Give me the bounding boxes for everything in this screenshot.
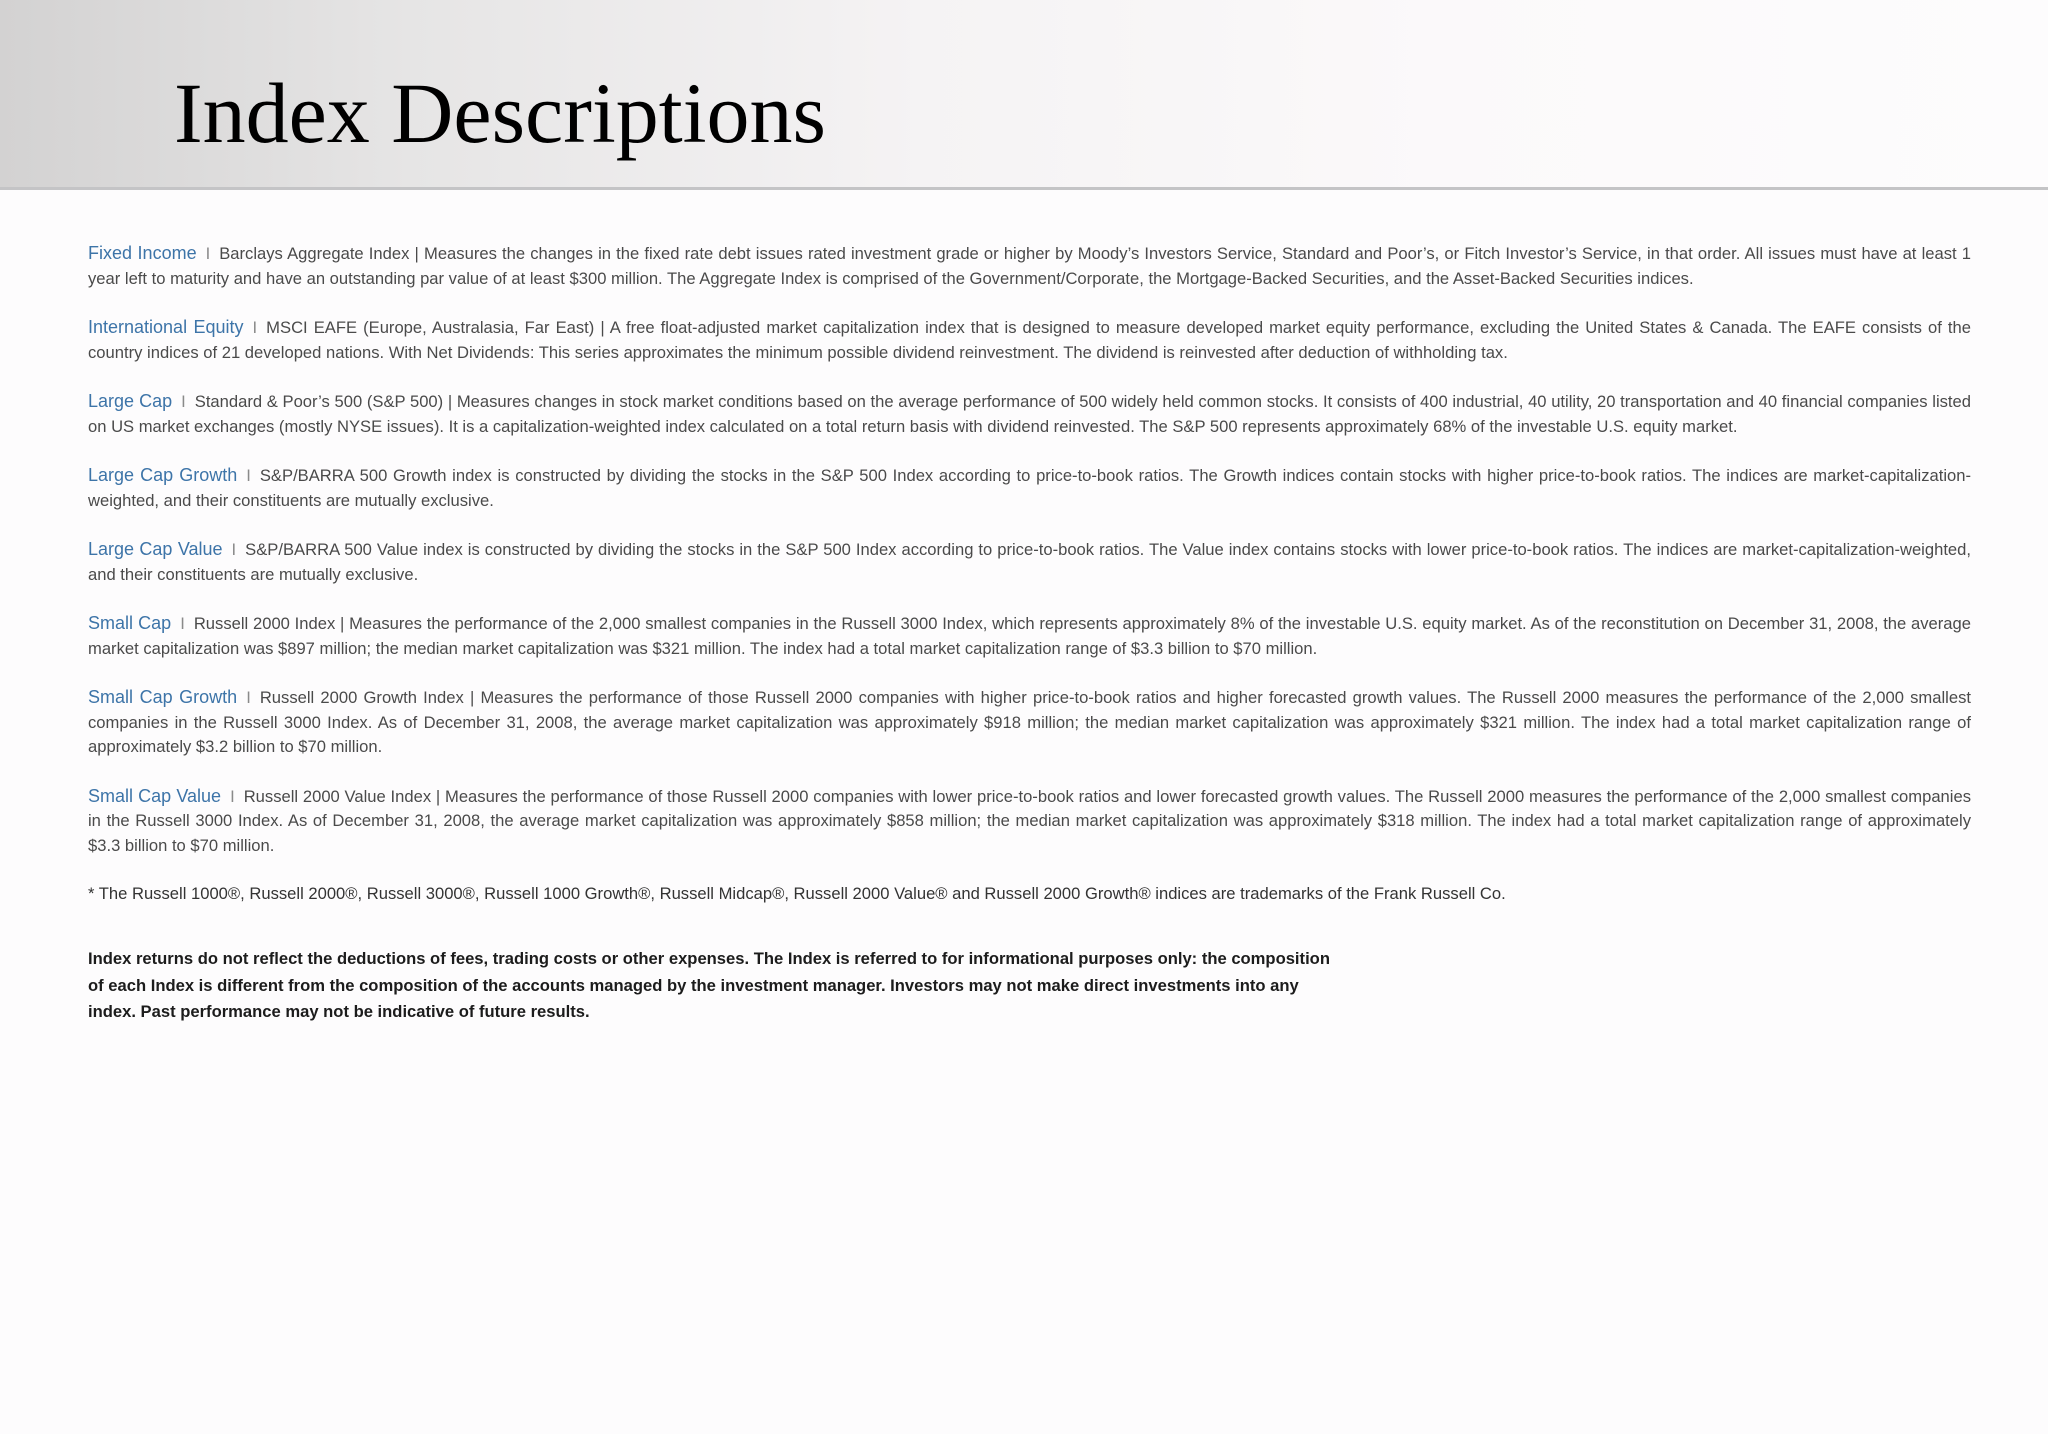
entry-separator: I [246, 688, 251, 707]
entry-description: Russell 2000 Growth Index | Measures the performance of those Russell 2000 companies with higher price-to-book ratios and higher forecasted growth values. The Russell 2000 measures the performance of the 2,000 smallest companies in the Russell 3000 Index. As of December 31, 2008, the average market capitalization was approximately $918 million; the median market capitalization was approximately $321 million. The index had a total market capitalization range of approximately $3.2 billion to $70 million. [88, 688, 1971, 756]
index-entry-small-cap-growth [88, 685, 1971, 760]
entry-separator: I [246, 466, 251, 485]
entry-label: International Equity [88, 317, 244, 337]
entry-separator: I [230, 786, 235, 806]
entry-label: Large Cap [88, 391, 173, 411]
index-entry-small-cap [88, 611, 1971, 661]
disclaimer: Index returns do not reflect the deductions of fees, trading costs or other expenses. The Index is referred to for informational purposes only: the composition of each Index is different from the composition of the accounts managed by the investment manager. Investors may not make direct investments into any index. Past performance may not be indicative of future results. [88, 949, 1330, 1021]
entry-label: Large Cap Growth [88, 465, 238, 485]
index-entry-large-cap-growth [88, 463, 1971, 513]
entry-label: Fixed Income [88, 243, 197, 263]
content-area [88, 241, 1971, 1026]
entry-separator: I [181, 392, 186, 411]
entry-separator: I [205, 244, 211, 263]
index-entry-fixed-income [88, 241, 1971, 291]
entry-description: Standard & Poor’s 500 (S&P 500) | Measures changes in stock market conditions based on the average performance of 500 widely held common stocks. It consists of 400 industrial, 40 utility, 20 transportation and 40 financial companies listed on US market exchanges (mostly NYSE issues). It is a capitalization-weighted index calculated on a total return basis with dividend reinvested. The S&P 500 represents approximately 68% of the investable U.S. equity market. [88, 392, 1971, 436]
index-entry-large-cap-value [88, 537, 1971, 587]
entry-description: MSCI EAFE (Europe, Australasia, Far East) | A free float-adjusted market capitalization index that is designed to measure developed market equity performance, excluding the United States & Canada. The EAFE consists of the country indices of 21 developed nations. With Net Dividends: This series approximates the minimum possible dividend reinvestment. The dividend is reinvested after deduction of withholding tax. [88, 318, 1971, 362]
entry-label: Small Cap [88, 613, 172, 633]
index-entry-small-cap-value [88, 784, 1971, 859]
page-title: Index Descriptions [174, 65, 827, 161]
index-entry-large-cap [88, 389, 1971, 439]
entry-label: Small Cap Value [88, 785, 222, 806]
entry-label: Small Cap Growth [88, 687, 238, 707]
entry-label: Large Cap Value [88, 539, 223, 559]
entry-separator: I [252, 318, 258, 337]
header-divider [0, 187, 2048, 190]
entry-description: Barclays Aggregate Index | Measures the changes in the fixed rate debt issues rated investment grade or higher by Moody’s Investors Service, Standard and Poor’s, or Fitch Investor’s Service, in that order. All issues must have at least 1 year left to maturity and have an outstanding par value of at least $300 million. The Aggregate Index is comprised of the Government/Corporate, the Mortgage-Backed Securities, and the Asset-Backed Securities indices. [88, 244, 1971, 288]
index-entry-international-equity [88, 315, 1971, 365]
entry-description: S&P/BARRA 500 Growth index is constructed by dividing the stocks in the S&P 500 Index according to price-to-book ratios. The Growth indices contain stocks with higher price-to-book ratios. The indices are market-capitalization-weighted, and their constituents are mutually exclusive. [88, 466, 1971, 510]
entry-description: Russell 2000 Index | Measures the performance of the 2,000 smallest companies in the Russell 3000 Index, which represents approximately 8% of the investable U.S. equity market. As of the reconstitution on December 31, 2008, the average market capitalization was $897 million; the median market capitalization was $321 million. The index had a total market capitalization range of $3.3 billion to $70 million. [88, 614, 1971, 658]
entry-separator: I [231, 540, 237, 559]
entry-separator: I [180, 614, 185, 633]
entry-description: S&P/BARRA 500 Value index is constructed by dividing the stocks in the S&P 500 Index according to price-to-book ratios. The Value index contains stocks with lower price-to-book ratios. The indices are market-capitalization-weighted, and their constituents are mutually exclusive. [88, 540, 1971, 584]
trademark-footnote: * The Russell 1000®, Russell 2000®, Russell 3000®, Russell 1000 Growth®, Russell Midcap®, Russell 2000 Value® and Russell 2000 Growth® indices are trademarks of the Frank Russell Co. [88, 884, 1506, 903]
entry-description: Russell 2000 Value Index | Measures the performance of those Russell 2000 companies with lower price-to-book ratios and lower forecasted growth values. The Russell 2000 measures the performance of the 2,000 smallest companies in the Russell 3000 Index. As of December 31, 2008, the average market capitalization was approximately $858 million; the median market capitalization was approximately $318 million. The index had a total market capitalization range of approximately $3.3 billion to $70 million. [88, 786, 1971, 855]
